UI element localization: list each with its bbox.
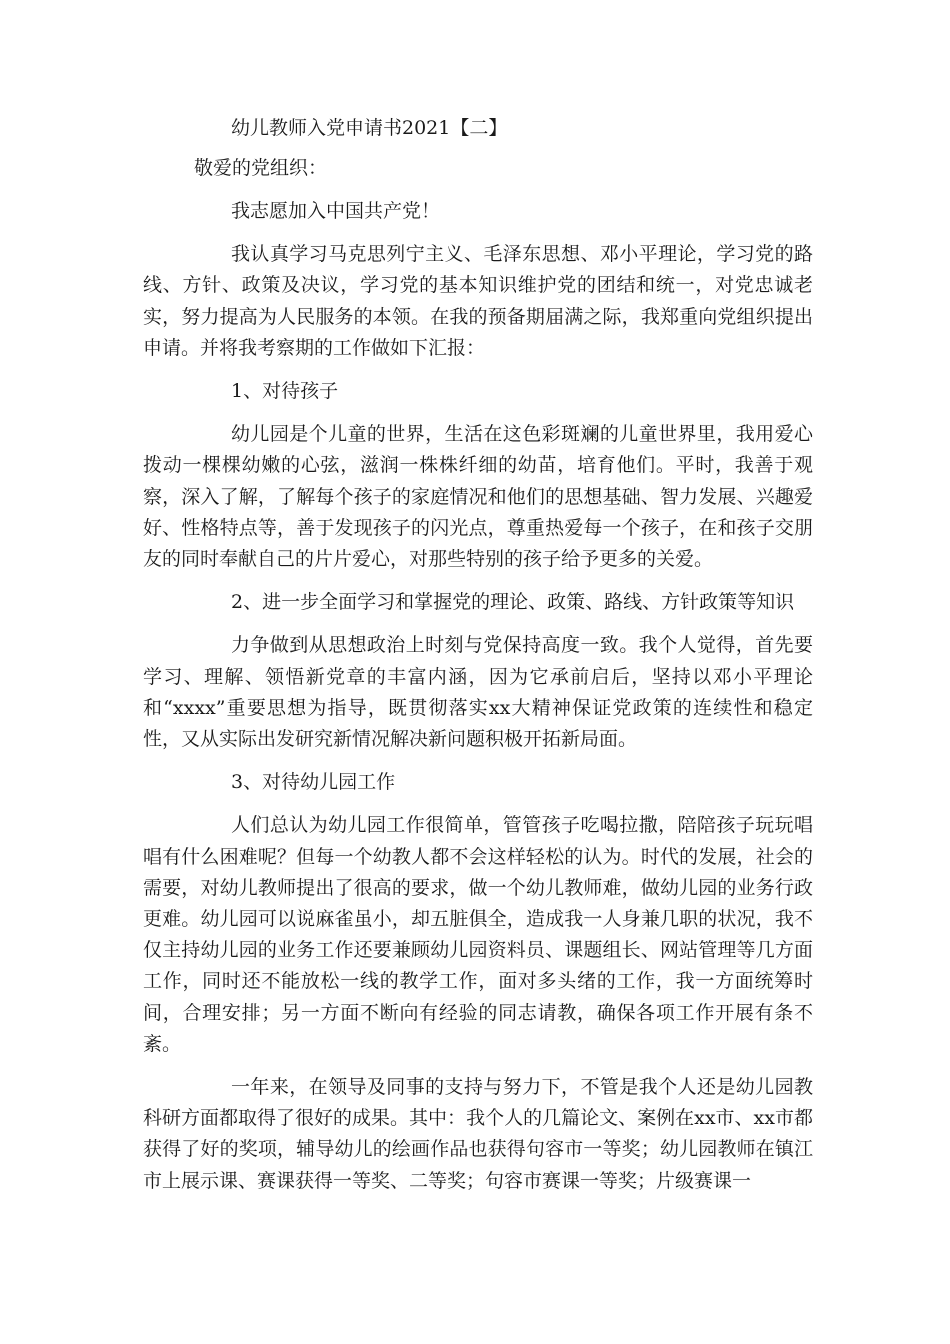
paragraph-declaration: 我志愿加入中国共产党！ (231, 200, 441, 222)
section-heading-theory: 2、进一步全面学习和掌握党的理论、政策、路线、方针政策等知识 (231, 591, 795, 614)
section-heading-children: 1、对待孩子 (231, 380, 339, 403)
paragraph-theory: 力争做到从思想政治上时刻与党保持高度一致。我个人觉得，首先要学习、理解、领悟新党章的丰富内涵，因为它承前启后，坚持以邓小平理论和“xxxx”重要思想为指导，既贯彻落实xx大精神保证党政策的连续性和稳定性，又从实际出发研究新情况解决新问题积极开拓新局面。 (143, 634, 813, 751)
paragraph-kindergarten-work: 人们总认为幼儿园工作很简单，管管孩子吃喝拉撒，陪陪孩子玩玩唱唱有什么困难呢？但每一个幼教人都不会这样轻松的认为。时代的发展，社会的需要，对幼儿教师提出了很高的要求，做一个幼儿教师难，做幼儿园的业务行政更难。幼儿园可以说麻雀虽小，却五脏俱全，造成我一人身兼几职的状况，我不仅主持幼儿园的业务工作还要兼顾幼儿园资料员、课题组长、网站管理等几方面工作，同时还不能放松一线的教学工作，面对多头绪的工作，我一方面统筹时间，合理安排；另一方面不断向有经验的同志请教，确保各项工作开展有条不紊。 (143, 814, 813, 1055)
salutation: 敬爱的党组织： (194, 157, 328, 179)
document-title: 幼儿教师入党申请书2021【二】 (231, 117, 508, 139)
paragraph-achievements: 一年来，在领导及同事的支持与努力下，不管是我个人还是幼儿园教科研方面都取得了很好的成果。其中：我个人的几篇论文、案例在xx市、xx市都获得了好的奖项，辅导幼儿的绘画作品也获得句容市一等奖；幼儿园教师在镇江市上展示课、赛课获得一等奖、二等奖；句容市赛课一等奖；片级赛课一 (143, 1076, 813, 1192)
paragraph-study: 我认真学习马克思列宁主义、毛泽东思想、邓小平理论，学习党的路线、方针、政策及决议，学习党的基本知识维护党的团结和统一，对党忠诚老实，努力提高为人民服务的本领。在我的预备期届满之际，我郑重向党组织提出申请。并将我考察期的工作做如下汇报： (143, 243, 813, 359)
paragraph-children: 幼儿园是个儿童的世界，生活在这色彩斑斓的儿童世界里，我用爱心拨动一棵棵幼嫩的心弦，滋润一株株纤细的幼苗，培育他们。平时，我善于观察，深入了解，了解每个孩子的家庭情况和他们的思想基础、智力发展、兴趣爱好、性格特点等，善于发现孩子的闪光点，尊重热爱每一个孩子，在和孩子交朋友的同时奉献自己的片片爱心，对那些特别的孩子给予更多的关爱。 (143, 423, 813, 571)
document-body (143, 196, 813, 1209)
section-heading-kindergarten-work: 3、对待幼儿园工作 (231, 771, 396, 794)
